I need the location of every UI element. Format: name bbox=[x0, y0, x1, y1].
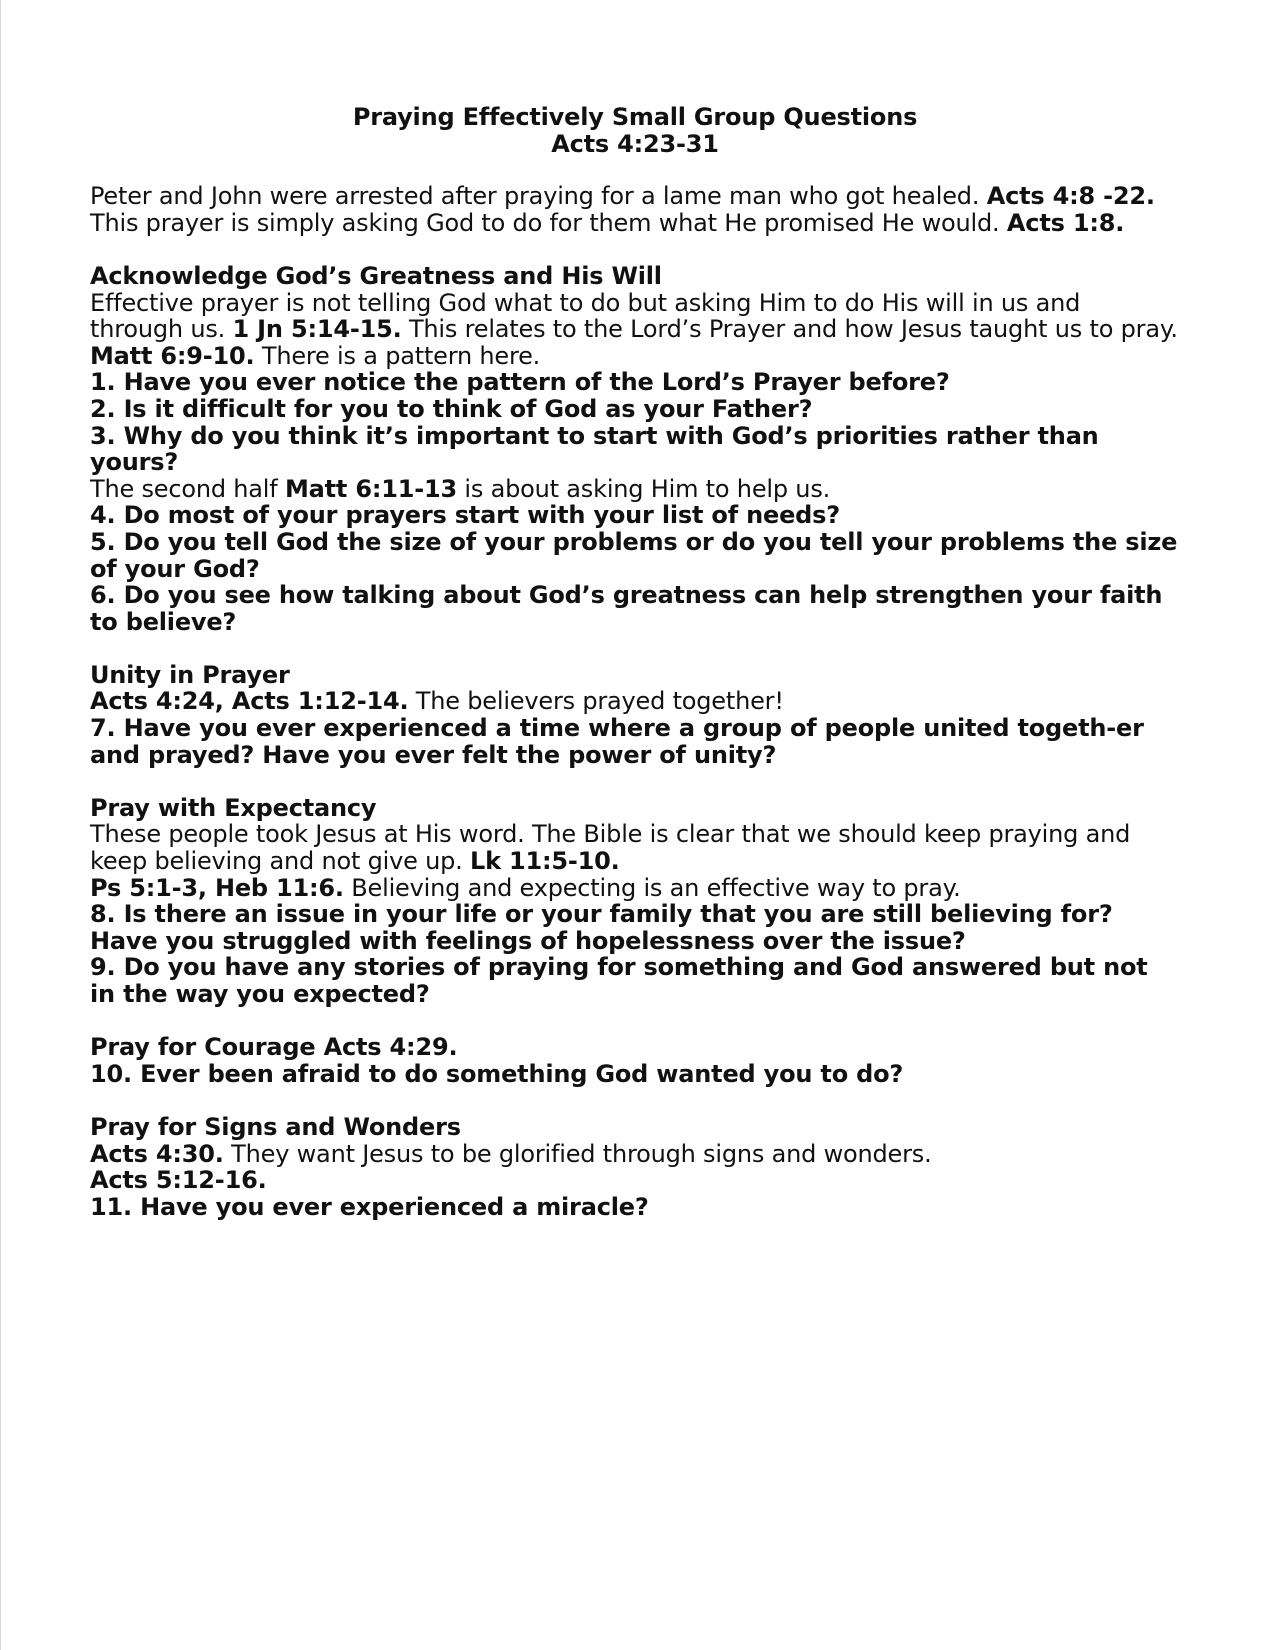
section-heading-signs: Pray for Signs and Wonders bbox=[90, 1112, 461, 1141]
expectancy-paragraph-2: Ps 5:1-3, Heb 11:6. Believing and expecting is an effective way to pray. bbox=[90, 873, 961, 902]
ref-matt-6-11: Matt 6:11-13 bbox=[284, 474, 457, 503]
question-8: 8. Is there an issue in your life or your family that you are still believing for? Have you struggled with feelings of hopelessness over the issue? bbox=[90, 900, 1113, 955]
question-10: 10. Ever been afraid to do something God wanted you to do? bbox=[90, 1059, 904, 1088]
unity-paragraph: Acts 4:24, Acts 1:12-14. The believers prayed together! bbox=[90, 687, 784, 716]
intro-ref-2: Acts 1:8. bbox=[1006, 208, 1125, 237]
question-6: 6. Do you see how talking about God’s greatness can help strengthen your faith to believe? bbox=[90, 581, 1163, 636]
question-5: 5. Do you tell God the size of your problems or do you tell your problems the size of your God? bbox=[90, 527, 1178, 583]
section-heading-courage: Pray for Courage Acts 4:29. bbox=[90, 1033, 458, 1062]
signs-paragraph: Acts 4:30. They want Jesus to be glorified through signs and wonders. bbox=[90, 1139, 932, 1168]
signs-ref-line bbox=[90, 1167, 1180, 1194]
question-9: 9. Do you have any stories of praying for something and God answered but not in the way you expected? bbox=[90, 953, 1148, 1008]
question-2: 2. Is it difficult for you to think of God as your Father? bbox=[90, 394, 813, 423]
document-title: Praying Effectively Small Group Questions bbox=[352, 103, 918, 131]
ref-matt-6-9: Matt 6:9-10. bbox=[90, 341, 255, 370]
section-heading-expectancy: Pray with Expectancy bbox=[90, 793, 377, 822]
document-subtitle: Acts 4:23-31 bbox=[551, 129, 719, 158]
question-7: 7. Have you ever experienced a time where a group of people united togeth-er and prayed? Have you ever felt the power of unity? bbox=[90, 714, 1144, 769]
ref-ps-5: Ps 5:1-3, Heb 11:6. bbox=[90, 873, 344, 902]
question-11: 11. Have you ever experienced a miracle? bbox=[90, 1192, 649, 1221]
ref-acts-4-24: Acts 4:24, Acts 1:12-14. bbox=[90, 687, 409, 716]
question-3: 3. Why do you think it’s important to start with God’s priorities rather than yours? bbox=[90, 421, 1099, 477]
ref-acts-4-30: Acts 4:30. bbox=[90, 1139, 224, 1168]
intro-text-2: This prayer is simply asking God to do for them what He promised He would. bbox=[90, 208, 1007, 237]
question-1: 1. Have you ever notice the pattern of the Lord’s Prayer before? bbox=[90, 368, 950, 397]
section-heading-greatness: Acknowledge God’s Greatness and His Will bbox=[90, 261, 662, 290]
greatness-paragraph: Effective prayer is not telling God what to do but asking Him to do His will in us and through us. 1 Jn 5:14-15. This relates to the Lord’s Prayer and how Jesus taught us to pray. Matt 6:9-10. There is a pattern here. bbox=[90, 288, 1178, 370]
intro-text-1: Peter and John were arrested after praying for a lame man who got healed. bbox=[90, 182, 987, 211]
section-heading-unity: Unity in Prayer bbox=[90, 660, 290, 689]
intro-ref-1: Acts 4:8 -22. bbox=[986, 182, 1155, 211]
second-half-paragraph: The second half Matt 6:11-13 is about asking Him to help us. bbox=[90, 474, 831, 503]
ref-1jn: 1 Jn 5:14-15. bbox=[232, 315, 402, 344]
ref-lk-11: Lk 11:5-10. bbox=[470, 847, 620, 876]
title-block bbox=[90, 104, 1180, 157]
expectancy-paragraph: These people took Jesus at His word. The Bible is clear that we should keep praying and keep believing and not give up. Lk 11:5-10. bbox=[90, 820, 1131, 876]
document-body bbox=[90, 104, 1180, 1220]
intro-paragraph bbox=[90, 183, 1180, 236]
question-4: 4. Do most of your prayers start with your list of needs? bbox=[90, 501, 840, 530]
ref-acts-5-12: Acts 5:12-16. bbox=[90, 1166, 267, 1195]
